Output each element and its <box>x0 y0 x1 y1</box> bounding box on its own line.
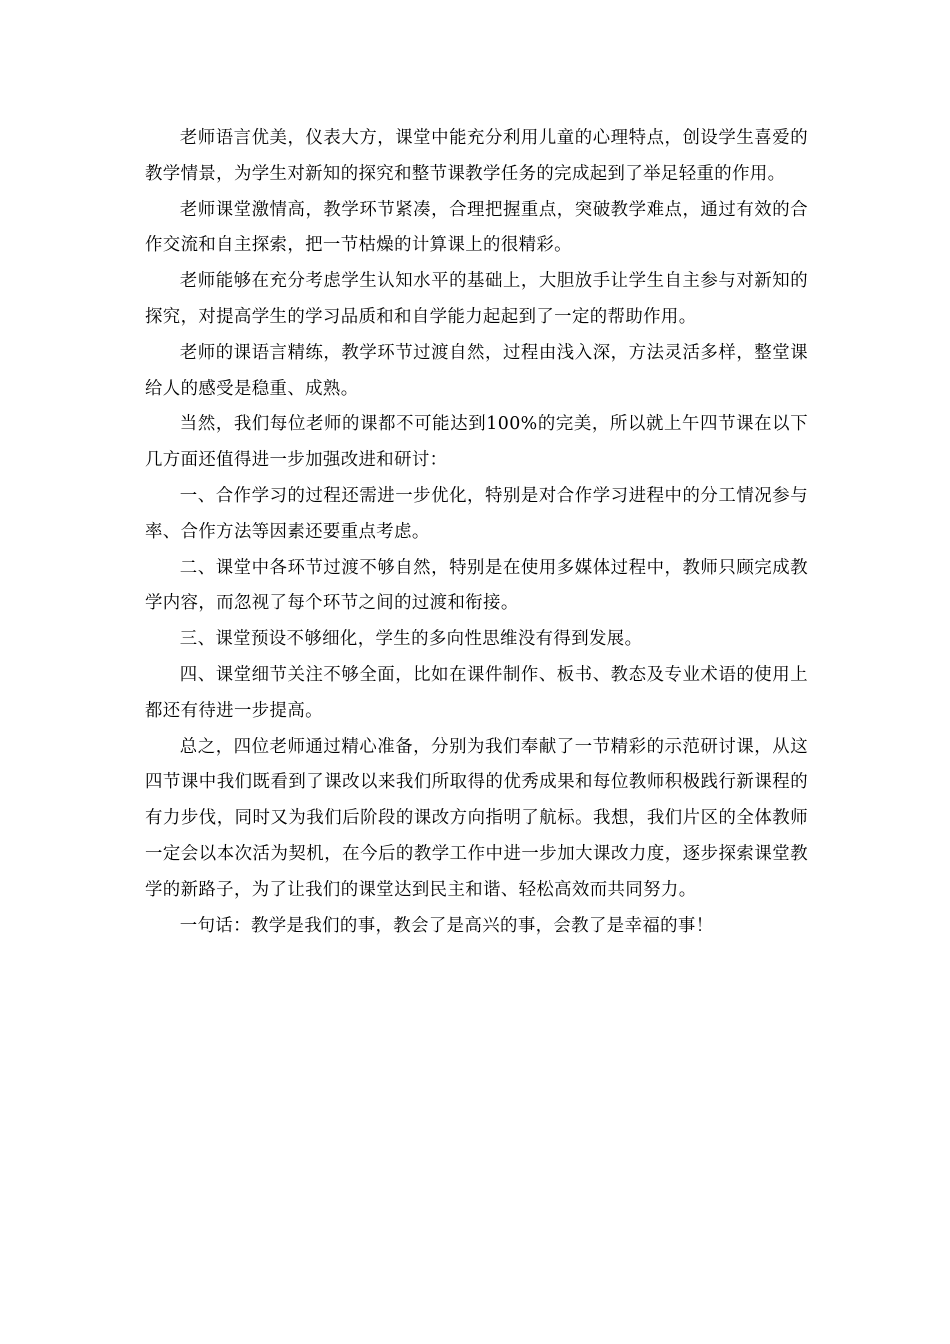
paragraph-teacher-passion: 老师课堂激情高，教学环节紧凑，合理把握重点，突破教学难点，通过有效的合作交流和自主探索，把一节枯燥的计算课上的很精彩。 <box>145 199 808 256</box>
paragraph-closing: 一句话：教学是我们的事，教会了是高兴的事，会教了是幸福的事！ <box>179 915 714 936</box>
paragraph-improvement-intro: 当然，我们每位老师的课都不可能达到100%的完美，所以就上午四节课在以下几方面还值得进一步加强改进和研讨： <box>145 414 808 471</box>
document-body <box>145 121 808 944</box>
paragraph-point-one: 一、合作学习的过程还需进一步优化，特别是对合作学习进程中的分工情况参与率、合作方法等因素还要重点考虑。 <box>145 485 808 542</box>
paragraph-point-three: 三、课堂预设不够细化，学生的多向性思维没有得到发展。 <box>179 629 643 650</box>
paragraph-teacher-cognition: 老师能够在充分考虑学生认知水平的基础上，大胆放手让学生自主参与对新知的探究，对提高学生的学习品质和和自学能力起起到了一定的帮助作用。 <box>145 271 808 327</box>
paragraph-point-four: 四、课堂细节关注不够全面，比如在课件制作、板书、教态及专业术语的使用上都还有待进一步提高。 <box>145 664 808 721</box>
paragraph-point-two: 二、课堂中各环节过渡不够自然，特别是在使用多媒体过程中，教师只顾完成教学内容，而忽视了每个环节之间的过渡和衔接。 <box>145 557 808 614</box>
paragraph-summary: 总之，四位老师通过精心准备，分别为我们奉献了一节精彩的示范研讨课，从这四节课中我们既看到了课改以来我们所取得的优秀成果和每位教师积极践行新课程的有力步伐，同时又为我们后阶段的课改方向指明了航标。我想，我们片区的全体教师一定会以本次活为契机，在今后的教学工作中进一步加大课改力度，逐步探索课堂教学的新路子，为了让我们的课堂达到民主和谐、轻松高效而共同努力。 <box>145 736 808 900</box>
paragraph-teacher-concise: 老师的课语言精练，教学环节过渡自然，过程由浅入深，方法灵活多样，整堂课给人的感受是稳重、成熟。 <box>145 342 808 399</box>
paragraph-teacher-language: 老师语言优美，仪表大方，课堂中能充分利用儿童的心理特点，创设学生喜爱的教学情景，为学生对新知的探究和整节课教学任务的完成起到了举足轻重的作用。 <box>145 128 808 184</box>
